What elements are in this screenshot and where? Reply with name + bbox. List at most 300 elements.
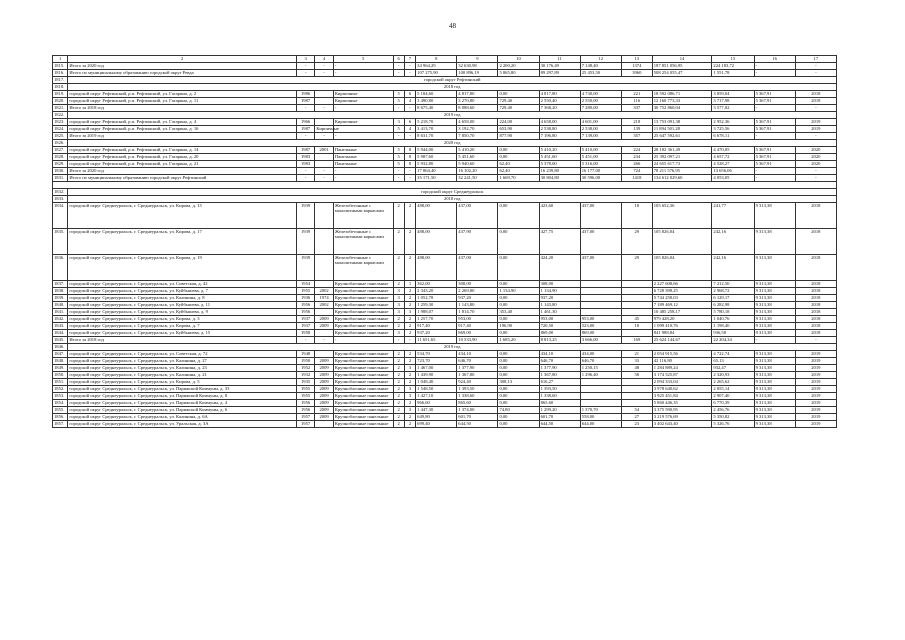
year-renovated: - — [315, 70, 334, 77]
table-row — [53, 330, 837, 337]
year-renovated — [315, 154, 334, 161]
cost: 10 485 258,17 — [652, 309, 712, 316]
header-cell: 16 — [754, 56, 795, 63]
entrances: 2 — [404, 379, 415, 386]
cost: 3 925 451,84 — [652, 393, 712, 400]
living-area: 32 241,50 — [457, 175, 498, 182]
cost-per-sqm: 6 770,39 — [712, 400, 754, 407]
entrances: 8 — [404, 161, 415, 168]
floors: 2 — [393, 203, 404, 229]
cost: 30 752 860,04 — [652, 105, 712, 112]
entrances: 2 — [404, 421, 415, 428]
header-cell: 8 — [416, 56, 457, 63]
floors: 5 — [393, 147, 404, 154]
total-area: 1 052,78 — [416, 295, 457, 302]
municipal-area: 7 148,40 — [580, 63, 621, 70]
table-row — [53, 309, 837, 316]
non-residential-area: 0,00 — [498, 229, 539, 255]
year-built: 1954 — [296, 281, 315, 288]
total-area: 723,70 — [416, 358, 457, 365]
non-residential-area: 0,00 — [498, 365, 539, 372]
address: городской округ Среднеуральск, г. Среднеуральск, ул. Парижской Коммуны, д. 6 — [68, 407, 296, 414]
cost-per-sqm: 2 265,62 — [712, 379, 754, 386]
residents: 218 — [621, 119, 652, 126]
year: 2018 — [795, 91, 836, 98]
header-row — [53, 56, 837, 63]
max-cost: 9 313,38 — [754, 288, 795, 295]
floors: 5 — [393, 154, 404, 161]
non-residential-area: 0,00 — [498, 302, 539, 309]
living-area: 5 940,60 — [457, 161, 498, 168]
residents — [621, 393, 652, 400]
living-area: 1 367,80 — [457, 372, 498, 379]
cost: 78 211 576,95 — [652, 168, 712, 175]
entrances: 8 — [404, 154, 415, 161]
non-residential-area: 0,00 — [498, 400, 539, 407]
wall-material: Крупноблочные панельные — [333, 309, 393, 316]
cost: 2 094 333,04 — [652, 379, 712, 386]
address: городской округ Среднеуральск, г. Среднеуральск, ул. Кирова, д. 3 — [68, 316, 296, 323]
residents — [621, 386, 652, 393]
municipal-area: 646,70 — [580, 358, 621, 365]
residents: 33 — [621, 358, 652, 365]
total-area: 5 932,80 — [416, 161, 457, 168]
living-area: 644,50 — [457, 421, 498, 428]
year-built: 1936 — [296, 295, 315, 302]
residents: 224 — [621, 147, 652, 154]
entrances: - — [404, 175, 415, 182]
address: городской округ Среднеуральск, г. Среднеуральск, ул. Уральская, д. 3А — [68, 421, 296, 428]
year-built: 1983 — [296, 161, 315, 168]
year-renovated: 2002 — [315, 302, 334, 309]
total-area: 35 171,50 — [416, 175, 457, 182]
address: городской округ Среднеуральск, г. Среднеуральск, ул. Калинина, д. 21 — [68, 372, 296, 379]
year-renovated: 2009 — [315, 414, 334, 421]
section-title: городской округ Среднеуральск — [68, 189, 837, 196]
address: городской округ Среднеуральск, г. Среднеуральск, ул. Куйбышева, д. 7 — [68, 288, 296, 295]
cost-per-sqm: 6 282,98 — [712, 302, 754, 309]
year-built: 1966 — [296, 119, 315, 126]
header-cell: 10 — [498, 56, 539, 63]
year: 2019 — [795, 386, 836, 393]
living-area: 100 896,19 — [457, 70, 498, 77]
residents: 23 — [621, 421, 652, 428]
entrances: 1 — [404, 281, 415, 288]
year: 2020 — [795, 147, 836, 154]
total-area: 1 259,30 — [416, 302, 457, 309]
row-number: 1843. — [53, 323, 68, 330]
year-built: 1956 — [296, 302, 315, 309]
row-number: 1848. — [53, 358, 68, 365]
row-number: 1842. — [53, 316, 68, 323]
address: городской округ Рефтинский, р.п. Рефтинский, ул. Гагарина, д. 14 — [68, 147, 296, 154]
address: Итого за 2018 год — [68, 105, 296, 112]
row-number: 1845. — [53, 337, 68, 344]
max-cost: 9 313,38 — [754, 372, 795, 379]
row-number: 1825. — [53, 133, 68, 140]
max-cost: - — [754, 70, 795, 77]
residents — [621, 281, 652, 288]
cost-per-sqm: 22 204,34 — [712, 337, 754, 344]
max-cost: 5 367,91 — [754, 161, 795, 168]
private-area: 1 393,50 — [539, 386, 580, 393]
housing-table — [52, 55, 837, 428]
private-area: 644,50 — [539, 421, 580, 428]
year: 2019 — [795, 393, 836, 400]
wall-material: Крупноблочные панельные — [333, 316, 393, 323]
non-residential-area: 0,00 — [498, 281, 539, 288]
row-number: 1849. — [53, 365, 68, 372]
cost-per-sqm: 224 183,72 — [712, 63, 754, 70]
private-area: 7 196,80 — [539, 133, 580, 140]
year-built: 1987 — [296, 98, 315, 105]
non-residential-area: 0,00 — [498, 203, 539, 229]
municipal-area: 437,00 — [580, 203, 621, 229]
year-renovated: 2001 — [315, 147, 334, 154]
address: Итого по муниципальному образованию городской округ Рефтинский — [68, 175, 296, 182]
municipal-area: 16 177,00 — [580, 168, 621, 175]
table-row — [53, 302, 837, 309]
total-area: 5 987,60 — [416, 154, 457, 161]
row-number: 1853. — [53, 393, 68, 400]
private-area: 308,00 — [539, 281, 580, 288]
wall-material: Панельные — [333, 154, 393, 161]
cost: 187 851 056,95 — [652, 63, 712, 70]
cost: 18 592 086,71 — [652, 91, 712, 98]
section-title: 2018 год — [68, 84, 837, 91]
cost-per-sqm: 2 907,40 — [712, 393, 754, 400]
floors: 2 — [393, 323, 404, 330]
cost-per-sqm: 4 722,74 — [712, 351, 754, 358]
municipal-area: 434,00 — [580, 351, 621, 358]
private-area: 1 461,30 — [539, 309, 580, 316]
address: городской округ Среднеуральск, г. Среднеуральск, ул. Кирова, д. 7 — [68, 323, 296, 330]
address: городской округ Среднеуральск, г. Среднеуральск, ул. Куйбышева, д. 11 — [68, 302, 296, 309]
max-cost: 9 313,38 — [754, 323, 795, 330]
cost-per-sqm: 4 657,72 — [712, 154, 754, 161]
municipal-area: 30 596,00 — [580, 175, 621, 182]
wall-material: Крупноблочные панельные — [333, 379, 393, 386]
section-row — [53, 77, 837, 84]
max-cost: - — [754, 168, 795, 175]
cost: 979 428,20 — [652, 316, 712, 323]
spacer-row — [53, 182, 837, 189]
wall-material: Железобетонные с монолитными каркасами — [333, 229, 393, 255]
row-number: 1836. — [53, 255, 68, 281]
living-area: 4 817,80 — [457, 91, 498, 98]
year-renovated: 2009 — [315, 323, 334, 330]
non-residential-area: 0,00 — [498, 255, 539, 281]
municipal-area: 2 538,00 — [580, 126, 621, 133]
residents — [621, 288, 652, 295]
residents — [621, 379, 652, 386]
max-cost: 9 313,38 — [754, 330, 795, 337]
table-row — [53, 229, 837, 255]
non-residential-area: 0,00 — [498, 147, 539, 154]
year: 2019 — [795, 351, 836, 358]
total-area: 1 467,00 — [416, 365, 457, 372]
entrances: 6 — [404, 119, 415, 126]
floors: 2 — [393, 414, 404, 421]
section-title: 2019 год — [68, 112, 837, 119]
living-area: 3 192,70 — [457, 126, 498, 133]
wall-material: Крупноблочные панельные — [333, 372, 393, 379]
living-area: 1 393,50 — [457, 386, 498, 393]
wall-material: Крупноблочные панельные — [333, 365, 393, 372]
private-area: 953,00 — [539, 316, 580, 323]
living-area: 1 143,80 — [457, 302, 498, 309]
municipal-area: 523,00 — [580, 323, 621, 330]
wall-material: Крупноблочные панельные — [333, 414, 393, 421]
cost-per-sqm: 1 040,76 — [712, 316, 754, 323]
entrances: - — [404, 70, 415, 77]
cost-per-sqm: 4 470,05 — [712, 147, 754, 154]
year-renovated — [315, 351, 334, 358]
year: 2019 — [795, 379, 836, 386]
year: 2018 — [795, 281, 836, 288]
non-residential-area: 0,00 — [498, 91, 539, 98]
year: 2018 — [795, 323, 836, 330]
cost: 105 826,04 — [652, 255, 712, 281]
header-cell: 14 — [652, 56, 712, 63]
wall-material — [333, 126, 393, 133]
residents: 116 — [621, 98, 652, 105]
table-row — [53, 400, 837, 407]
section-title: 2019 год — [68, 344, 837, 351]
cost-per-sqm: 7 212,50 — [712, 281, 754, 288]
floors: 2 — [393, 421, 404, 428]
private-area: 601,70 — [539, 414, 580, 421]
living-area: 924,40 — [457, 379, 498, 386]
municipal-area: 2 550,00 — [580, 98, 621, 105]
living-area: 8 088,60 — [457, 105, 498, 112]
private-area: 1 338,60 — [539, 393, 580, 400]
non-residential-area: 729,40 — [498, 105, 539, 112]
row-number: 1846. — [53, 344, 68, 351]
private-area: 427,75 — [539, 229, 580, 255]
non-residential-area: 1 134,90 — [498, 288, 539, 295]
living-area: 869,00 — [457, 330, 498, 337]
floors: 5 — [393, 161, 404, 168]
year-renovated — [315, 98, 334, 105]
cost: 3 978 640,62 — [652, 386, 712, 393]
address: городской округ Среднеуральск, г. Среднеуральск, ул. Калинина, д. 6А — [68, 414, 296, 421]
non-residential-area: 0,00 — [498, 414, 539, 421]
header-cell: 15 — [712, 56, 754, 63]
year-built: 1932 — [296, 372, 315, 379]
header-cell: 17 — [795, 56, 836, 63]
address: городской округ Среднеуральск, г. Среднеуральск, ул. Парижской Коммуны, д. 4 — [68, 400, 296, 407]
non-residential-area: 0,00 — [498, 358, 539, 365]
address: городской округ Среднеуральск, г. Среднеуральск, ул. Калинина, д. 27 — [68, 358, 296, 365]
floors: 2 — [393, 379, 404, 386]
wall-material: - — [333, 133, 393, 140]
non-residential-area: 2 200,20 — [498, 63, 539, 70]
row-number: 1827. — [53, 147, 68, 154]
year-built: 1956 — [296, 309, 315, 316]
cost-per-sqm: 932,47 — [712, 365, 754, 372]
row-number: 1841. — [53, 309, 68, 316]
max-cost: 5 367,91 — [754, 154, 795, 161]
year: 2018 — [795, 98, 836, 105]
section-row — [53, 189, 837, 196]
municipal-area: 1 370,70 — [580, 407, 621, 414]
year: 2018 — [795, 288, 836, 295]
residents — [621, 400, 652, 407]
max-cost: - — [754, 133, 795, 140]
year-built: 1939 — [296, 255, 315, 281]
year-built: - — [296, 168, 315, 175]
table-row — [53, 126, 837, 133]
table-row — [53, 91, 837, 98]
row-number: 1837. — [53, 281, 68, 288]
table-row — [53, 154, 837, 161]
year: 2018 — [795, 330, 836, 337]
address: городской округ Среднеуральск, г. Среднеуральск, ул. Кирова, д. 5 — [68, 379, 296, 386]
total-area: 1 427,10 — [416, 393, 457, 400]
entrances: 2 — [404, 302, 415, 309]
header-cell: 5 — [333, 56, 393, 63]
total-area: 362,00 — [416, 281, 457, 288]
non-residential-area: 0,00 — [498, 421, 539, 428]
year-renovated: - — [315, 133, 334, 140]
table-row — [53, 175, 837, 182]
cost: 3 219 576,69 — [652, 414, 712, 421]
municipal-area: 869,00 — [580, 330, 621, 337]
max-cost: 9 313,38 — [754, 351, 795, 358]
floors: 3 — [393, 302, 404, 309]
residents: 29 — [621, 255, 652, 281]
max-cost: 9 313,38 — [754, 203, 795, 229]
residents: 724 — [621, 168, 652, 175]
total-area: 966,60 — [416, 400, 457, 407]
year-built: 1987 — [296, 126, 315, 133]
non-residential-area: 877,90 — [498, 133, 539, 140]
entrances: - — [404, 105, 415, 112]
row-number: 1833. — [53, 196, 68, 203]
year-renovated: - — [315, 63, 334, 70]
address: Итого за 2020 год — [68, 63, 296, 70]
total-area: 5 944,00 — [416, 147, 457, 154]
year: 2018 — [795, 203, 836, 229]
private-area: 5 451,60 — [539, 154, 580, 161]
row-number: 1824. — [53, 126, 68, 133]
municipal-area: 25 453,50 — [580, 70, 621, 77]
year: 2019 — [795, 126, 836, 133]
table-row — [53, 414, 837, 421]
floors: 3 — [393, 309, 404, 316]
non-residential-area: 62,40 — [498, 161, 539, 168]
year-built: 1955 — [296, 288, 315, 295]
municipal-area: 1 296,40 — [580, 372, 621, 379]
year: 2019 — [795, 407, 836, 414]
wall-material: Кирпичные — [333, 98, 393, 105]
table-row — [53, 288, 837, 295]
total-area: 107 275,90 — [416, 70, 457, 77]
address: городской округ Среднеуральск, г. Среднеуральск, ул. Калинина, д. 8 — [68, 295, 296, 302]
year: - — [795, 105, 836, 112]
year-renovated: 2009 — [315, 372, 334, 379]
residents: 21 — [621, 351, 652, 358]
total-area: 534,70 — [416, 351, 457, 358]
floors: 5 — [393, 126, 404, 133]
wall-material: Крупноблочные панельные — [333, 323, 393, 330]
header-cell: 1 — [53, 56, 68, 63]
address: городской округ Рефтинский, р.п. Рефтинский, ул. Гагарина, д. 2 — [68, 91, 296, 98]
address: городской округ Рефтинский, р.п. Рефтинский, ул. Гагарина, д. 16 — [68, 126, 296, 133]
residents: 58 — [621, 372, 652, 379]
row-number: 1838. — [53, 288, 68, 295]
year-renovated — [315, 255, 334, 281]
private-area: 5 410,20 — [539, 147, 580, 154]
table-row — [53, 161, 837, 168]
header-cell: 11 — [539, 56, 580, 63]
section-title: городской округ Рефтинский — [68, 77, 837, 84]
municipal-area: 1 250,15 — [580, 365, 621, 372]
year-renovated: - — [315, 105, 334, 112]
private-area: 30 804,80 — [539, 175, 580, 182]
residents — [621, 302, 652, 309]
year-built: - — [296, 337, 315, 344]
municipal-area — [580, 386, 621, 393]
municipal-area: 7 139,00 — [580, 133, 621, 140]
non-residential-area: 0,00 — [498, 330, 539, 337]
section-row — [53, 112, 837, 119]
max-cost: 5 367,91 — [754, 126, 795, 133]
private-area: 5 378,00 — [539, 161, 580, 168]
year-built: 1986 — [296, 91, 315, 98]
wall-material: - — [333, 175, 393, 182]
row-number: 1852. — [53, 386, 68, 393]
residents: 1374 — [621, 63, 652, 70]
year-built: - — [296, 105, 315, 112]
total-area: 917,40 — [416, 323, 457, 330]
year-renovated: - — [315, 168, 334, 175]
total-area: 5 218,70 — [416, 119, 457, 126]
wall-material: Железобетонные с монолитными каркасами — [333, 255, 393, 281]
floors: 2 — [393, 372, 404, 379]
living-area: 32 630,98 — [457, 63, 498, 70]
cost: 5 860 446,35 — [652, 400, 712, 407]
residents: 29 — [621, 229, 652, 255]
address: городской округ Среднеуральск, г. Среднеуральск, ул. Кирова, д. 15 — [68, 203, 296, 229]
year-renovated — [315, 281, 334, 288]
max-cost: 9 313,38 — [754, 407, 795, 414]
year-built: 1935 — [296, 379, 315, 386]
cost: 2 054 915,56 — [652, 351, 712, 358]
section-title: 2020 год — [68, 140, 837, 147]
living-area: 10 533,90 — [457, 337, 498, 344]
total-area: 2 343,20 — [416, 288, 457, 295]
municipal-area: 644,00 — [580, 421, 621, 428]
table-row — [53, 421, 837, 428]
year: 2018 — [795, 316, 836, 323]
floors: 2 — [393, 365, 404, 372]
cost-per-sqm: 3 577,02 — [712, 105, 754, 112]
cost-per-sqm: 242,16 — [712, 229, 754, 255]
total-area: 1 988,07 — [416, 309, 457, 316]
year-built: 1956 — [296, 400, 315, 407]
total-area: 17 864,40 — [416, 168, 457, 175]
year-renovated: 2009 — [315, 379, 334, 386]
max-cost: 9 313,38 — [754, 393, 795, 400]
private-area: 1 299,20 — [539, 407, 580, 414]
row-number: 1826. — [53, 140, 68, 147]
entrances: 8 — [404, 147, 415, 154]
year: 2019 — [795, 400, 836, 407]
cost: 134 612 029,60 — [652, 175, 712, 182]
section-row — [53, 140, 837, 147]
